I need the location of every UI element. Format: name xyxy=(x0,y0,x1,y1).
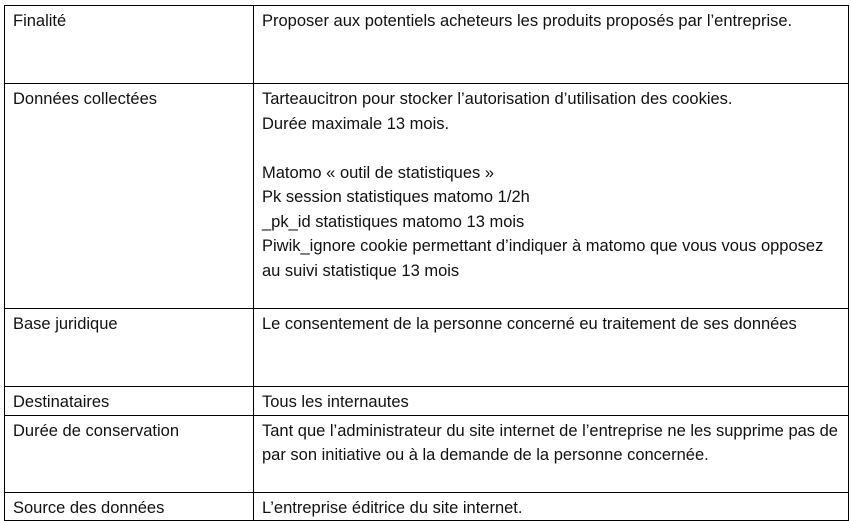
row-value xyxy=(254,84,849,309)
table-row xyxy=(5,387,849,416)
table-row xyxy=(5,492,849,521)
value-line: Durée maximale 13 mois. xyxy=(262,114,450,133)
row-value xyxy=(254,309,849,387)
value-line: Proposer aux potentiels acheteurs les produits proposés par l’entreprise. xyxy=(262,12,793,30)
value-line: Pk session statistiques matomo 1/2h xyxy=(262,188,530,206)
row-value xyxy=(254,492,849,521)
value-line: Tarteaucitron pour stocker l’autorisation d’utilisation des cookies. xyxy=(262,90,733,108)
table-row xyxy=(5,415,849,492)
value-line: Tant que l’administrateur du site internet de l’entreprise ne les supprime pas de par son initiative ou à la demande de la personne concernée. xyxy=(262,421,838,464)
row-value xyxy=(254,415,849,492)
data-processing-table xyxy=(4,5,849,521)
row-label: Finalité xyxy=(5,6,254,84)
value-line: Matomo « outil de statistiques » xyxy=(262,163,495,182)
row-value xyxy=(254,387,849,416)
value-line: Le consentement de la personne concerné eu traitement de ses données xyxy=(262,315,797,333)
paragraph-gap xyxy=(262,136,840,161)
value-line: L’entreprise éditrice du site internet. xyxy=(262,498,523,517)
row-label: Source des données xyxy=(5,492,254,521)
value-line: Tous les internautes xyxy=(262,393,409,411)
table-row xyxy=(5,6,849,84)
value-line: _pk_id statistiques matomo 13 mois xyxy=(262,212,525,231)
row-label: Durée de conservation xyxy=(5,415,254,492)
table-row xyxy=(5,84,849,309)
row-label: Base juridique xyxy=(5,309,254,387)
row-label: Destinataires xyxy=(5,387,254,416)
value-line: Piwik_ignore cookie permettant d’indiquer à matomo que vous vous opposez au suivi statistique 13 mois xyxy=(262,237,824,280)
row-label: Données collectées xyxy=(5,84,254,309)
row-value xyxy=(254,6,849,84)
table-row xyxy=(5,309,849,387)
